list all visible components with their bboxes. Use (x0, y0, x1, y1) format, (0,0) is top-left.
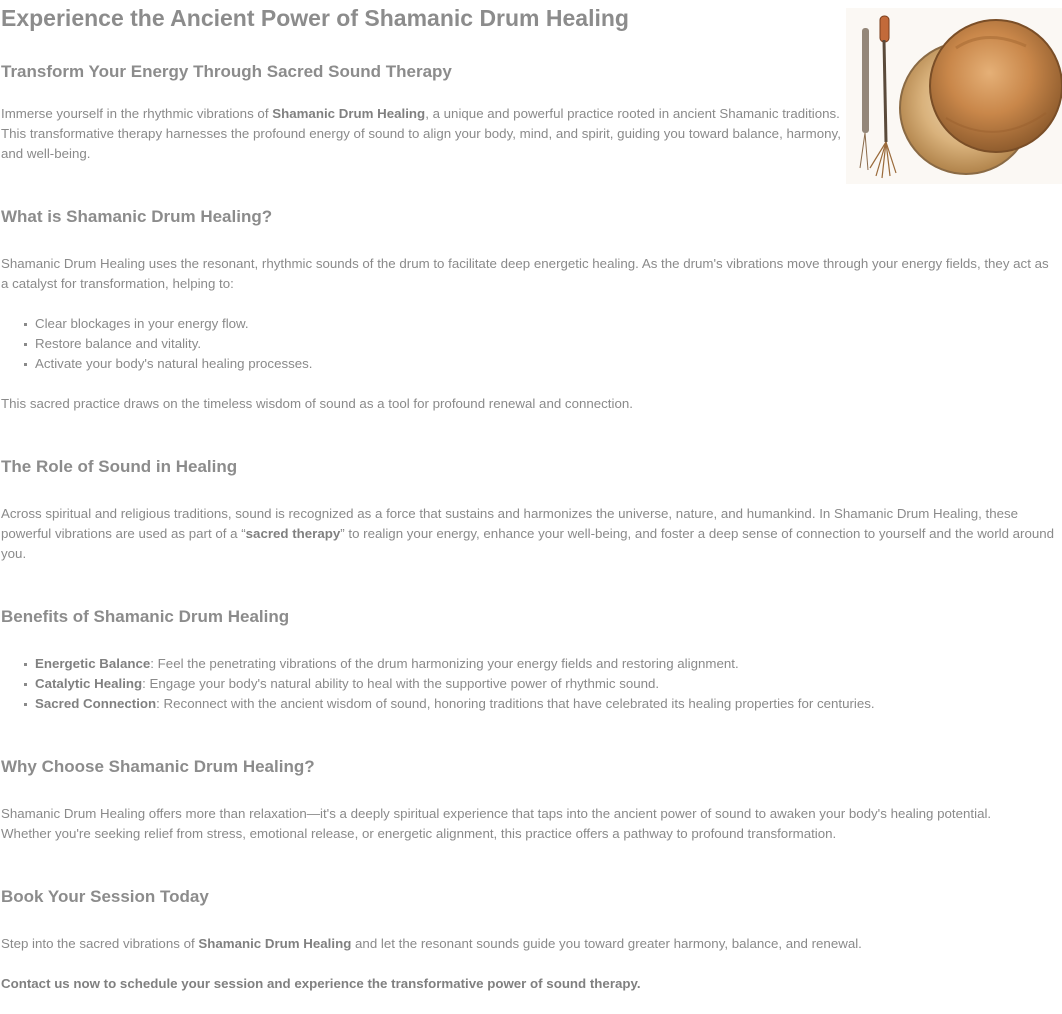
cta-text: Contact us now to schedule your session and experience the transformative power of sound therapy. (1, 976, 641, 991)
benefits-list (23, 654, 875, 714)
role-text-start: Across spiritual and religious traditions, sound is recognized as a force that sustains and harmonizes the universe, nature, and humankind. In Shamanic Drum Healing, these powerful vibrations are used as part of a “ (1, 506, 1019, 541)
intro-text-end: , a unique and powerful practice rooted in ancient Shamanic traditions. This transformative therapy harnesses the profound energy of sound to align your body, mind, and spirit, guiding you toward balance, harmony, and well-being. (1, 106, 841, 161)
role-bold: sacred therapy (245, 526, 341, 541)
benefit-text: : Reconnect with the ancient wisdom of sound, honoring traditions that have celebrated its healing properties for centuries. (156, 696, 875, 711)
benefit-term: Sacred Connection (35, 696, 157, 711)
beater-icon (860, 16, 896, 178)
benefit-term: Energetic Balance (35, 656, 151, 671)
book-cta (1, 974, 1059, 994)
intro-paragraph (1, 104, 841, 164)
drum-illustration (846, 8, 1062, 184)
intro-bold: Shamanic Drum Healing (272, 106, 426, 121)
intro-text-start: Immerse yourself in the rhythmic vibrations of (1, 106, 273, 121)
benefit-text: : Feel the penetrating vibrations of the drum harmonizing your energy fields and restoring alignment. (150, 656, 739, 671)
role-paragraph (1, 504, 1059, 564)
list-item (23, 694, 875, 714)
list-item (23, 654, 875, 674)
benefit-text: : Engage your body's natural ability to heal with the supportive power of rhythmic sound. (142, 676, 660, 691)
role-heading: The Role of Sound in Healing (1, 457, 238, 476)
list-item: Clear blockages in your energy flow. (23, 314, 313, 334)
page-title: Experience the Ancient Power of Shamanic Drum Healing (1, 5, 629, 31)
what-is-paragraph: Shamanic Drum Healing uses the resonant, rhythmic sounds of the drum to facilitate deep energetic healing. As the drum's vibrations move through your energy fields, they act as a catalyst for transformation, helping to: (1, 256, 1049, 291)
why-paragraph: Shamanic Drum Healing offers more than relaxation—it's a deeply spiritual experience that taps into the ancient power of sound to awaken your body's healing potential. Whether you're seeking relief from stress, emotional release, or energetic alignment, this practice offers a pathway to profound transformation. (1, 806, 992, 841)
book-text-end: and let the resonant sounds guide you toward greater harmony, balance, and renewal. (351, 936, 862, 951)
drum-and-beater-photo (846, 8, 1062, 184)
benefits-heading: Benefits of Shamanic Drum Healing (1, 607, 290, 626)
role-text-end: ” to realign your energy, enhance your well-being, and foster a deep sense of connection to yourself and the world around you. (1, 526, 1055, 561)
book-bold: Shamanic Drum Healing (198, 936, 352, 951)
book-heading: Book Your Session Today (1, 887, 209, 906)
what-is-closing: This sacred practice draws on the timeless wisdom of sound as a tool for profound renewal and connection. (1, 396, 633, 411)
what-is-heading: What is Shamanic Drum Healing? (1, 207, 273, 226)
list-item: Activate your body's natural healing processes. (23, 354, 313, 374)
why-heading: Why Choose Shamanic Drum Healing? (1, 757, 315, 776)
list-item (23, 674, 875, 694)
page-subtitle: Transform Your Energy Through Sacred Sound Therapy (1, 62, 452, 81)
book-text-start: Step into the sacred vibrations of (1, 936, 199, 951)
book-paragraph (1, 934, 1059, 954)
benefit-term: Catalytic Healing (35, 676, 143, 691)
what-is-list (23, 314, 313, 374)
list-item: Restore balance and vitality. (23, 334, 313, 354)
